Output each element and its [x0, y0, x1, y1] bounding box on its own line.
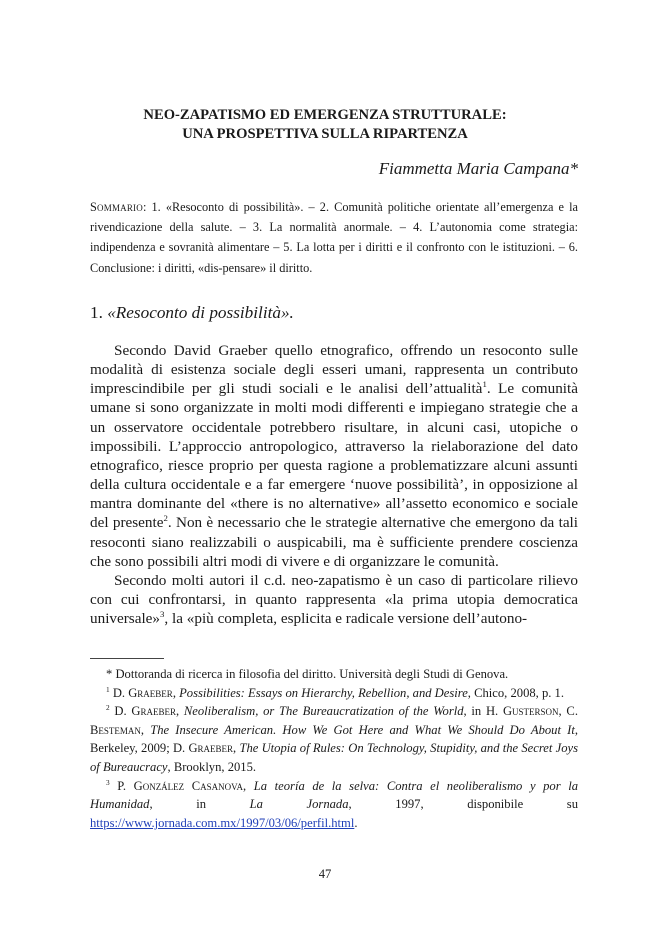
text-run: Secondo David Graeber quello etnografico, offrendo un resoconto sulle modalità di esistenza sociale degli esseri umani, rappresenta un contributo imprescindibile per gli studi sociali e le analisi dell’attualità	[90, 342, 578, 398]
text-run: . Le comunità umane si sono organizzate in molti modi differenti e impiegano strategie che a un osservatore occidentale potrebbero risultare, in alcuni casi, utopiche o impossibili. L’approccio antropologico, attraverso la rielaborazione del dato etnografico, riesce proprio per questa ragione a problematizzare alcuni assunti della cultura occidentale e a far emergere ‘nuove possibilità’, in opposizione al mantra dominante del «there is no alternative» all’assetto economico e sociale del presente	[90, 380, 578, 532]
summary-lead: Sommario	[90, 200, 143, 214]
text-run: Secondo molti autori il c.d. neo-zapatismo è un caso di particolare rilievo con cui confrontarsi, in quanto rappresenta «la prima utopia democratica universale»	[90, 571, 578, 628]
footnote-text: , in H.	[463, 704, 503, 719]
text-run: . Non è necessario che le strategie alternative che emergono da tali resoconti siano realizzabili o auspicabili, ma è sufficiente prendere coscienza che sono possibili altri modi di vivere e di organizzare le comunità.	[90, 514, 578, 570]
summary-text: : 1. «Resoconto di possibilità». – 2. Comunità politiche orientate all’emergenza e la rivendicazione della salute. – 3. La normalità anormale. – 4. L’autonomia come strategia: indipendenza e sovranità alimentare – 5. La lotta per i diritti e il confronto con le istituzioni. – 6. Conclusione: i diritti, «dis-pensare» il diritto.	[90, 200, 578, 275]
footnote-ref-3[interactable]: 3	[160, 609, 165, 620]
footnote-author: Besteman	[90, 722, 141, 737]
article-title	[80, 106, 570, 143]
footnote-author: P. González Casanova	[117, 778, 244, 793]
section-title: «Resoconto di possibilità».	[107, 303, 294, 322]
footnote-title: The Insecure American. How We Got Here and What We Should Do About It	[150, 722, 575, 737]
section-heading	[90, 303, 294, 323]
footnote-title: Neoliberalism, or The Bureaucratization of the World	[183, 704, 464, 719]
page-number: 47	[318, 867, 332, 881]
footnote-ref-1[interactable]: 1	[482, 379, 487, 390]
footnote-text: , Berkeley, 2009; D.	[90, 722, 578, 756]
summary-block	[90, 197, 578, 278]
footnote-title: Possibilities: Essays on Hierarchy, Rebellion, and Desire	[179, 685, 468, 700]
article-author: Fiammetta Maria Campana*	[378, 159, 578, 178]
paragraph	[90, 341, 578, 571]
footnote-mark: 3	[106, 777, 110, 787]
footnote-journal: La Jornada	[249, 797, 349, 812]
title-line-1: NEO-ZAPATISMO ED EMERGENZA STRUTTURALE:	[143, 107, 507, 123]
footnotes	[90, 665, 578, 832]
footnote-3: $^3$ P. González Casanova, La teoría de la selva: Contra el neoliberalismo y por la Humanidad, in La Jornada, 1997, disponibile su https://www.jornada.com.mx/1997/03/06/perfil.html.	[90, 777, 578, 830]
footnote-author: D. Graeber	[114, 704, 176, 719]
footnote-2: $^2$ D. Graeber, Neoliberalism, or The Bureaucratization of the World, in H. Gusterson, C. Besteman, The Insecure American. How We Got Here and What We Should Do About It, Berkeley, 2009; D. Graeber, The Utopia of Rules: On Technology, Stupidity, and the Secret Joys of Bureaucracy, Brooklyn, 2015.	[90, 703, 578, 774]
paragraph	[90, 571, 578, 628]
footnote-text: , in	[149, 797, 250, 812]
section-number: 1.	[90, 303, 103, 322]
footnote-title: La teoría de la selva: Contra el neoliberalismo y por la Humanidad	[90, 778, 578, 812]
footnote-1: $^1$ D. Graeber, Possibilities: Essays on Hierarchy, Rebellion, and Desire, Chico, 2008, p. 1.	[106, 684, 564, 700]
body-text	[90, 341, 578, 628]
footnote-text: , Chico, 2008, p. 1.	[467, 685, 564, 700]
footnote-text: , Brooklyn, 2015.	[167, 759, 257, 774]
footnote-text: , 1997, disponibile su	[348, 797, 578, 812]
footnote-author: Gusterson	[502, 704, 559, 719]
footnote-link[interactable]: https://www.jornada.com.mx/1997/03/06/perfil.html	[90, 815, 355, 830]
title-line-2: UNA PROSPETTIVA SULLA RIPARTENZA	[182, 125, 468, 142]
footnote-mark: 2	[106, 703, 110, 712]
footnote-mark: 1	[106, 684, 110, 694]
footnote-divider	[90, 658, 164, 659]
text-run: , la «più completa, esplicita e radicale versione dell’autono-	[164, 610, 528, 628]
footnote-author: Graeber	[188, 741, 234, 756]
footnote-ref-2[interactable]: 2	[163, 513, 168, 524]
footnote-author-affiliation: * Dottoranda di ricerca in filosofia del diritto. Università degli Studi di Genova.	[106, 667, 509, 681]
footnote-title: The Utopia of Rules: On Technology, Stupidity, and the Secret Joys of Bureaucracy	[90, 741, 578, 774]
footnote-author: D. Graeber	[112, 685, 173, 700]
footnote-text: .	[354, 815, 358, 830]
footnote-text: , C.	[558, 704, 578, 719]
